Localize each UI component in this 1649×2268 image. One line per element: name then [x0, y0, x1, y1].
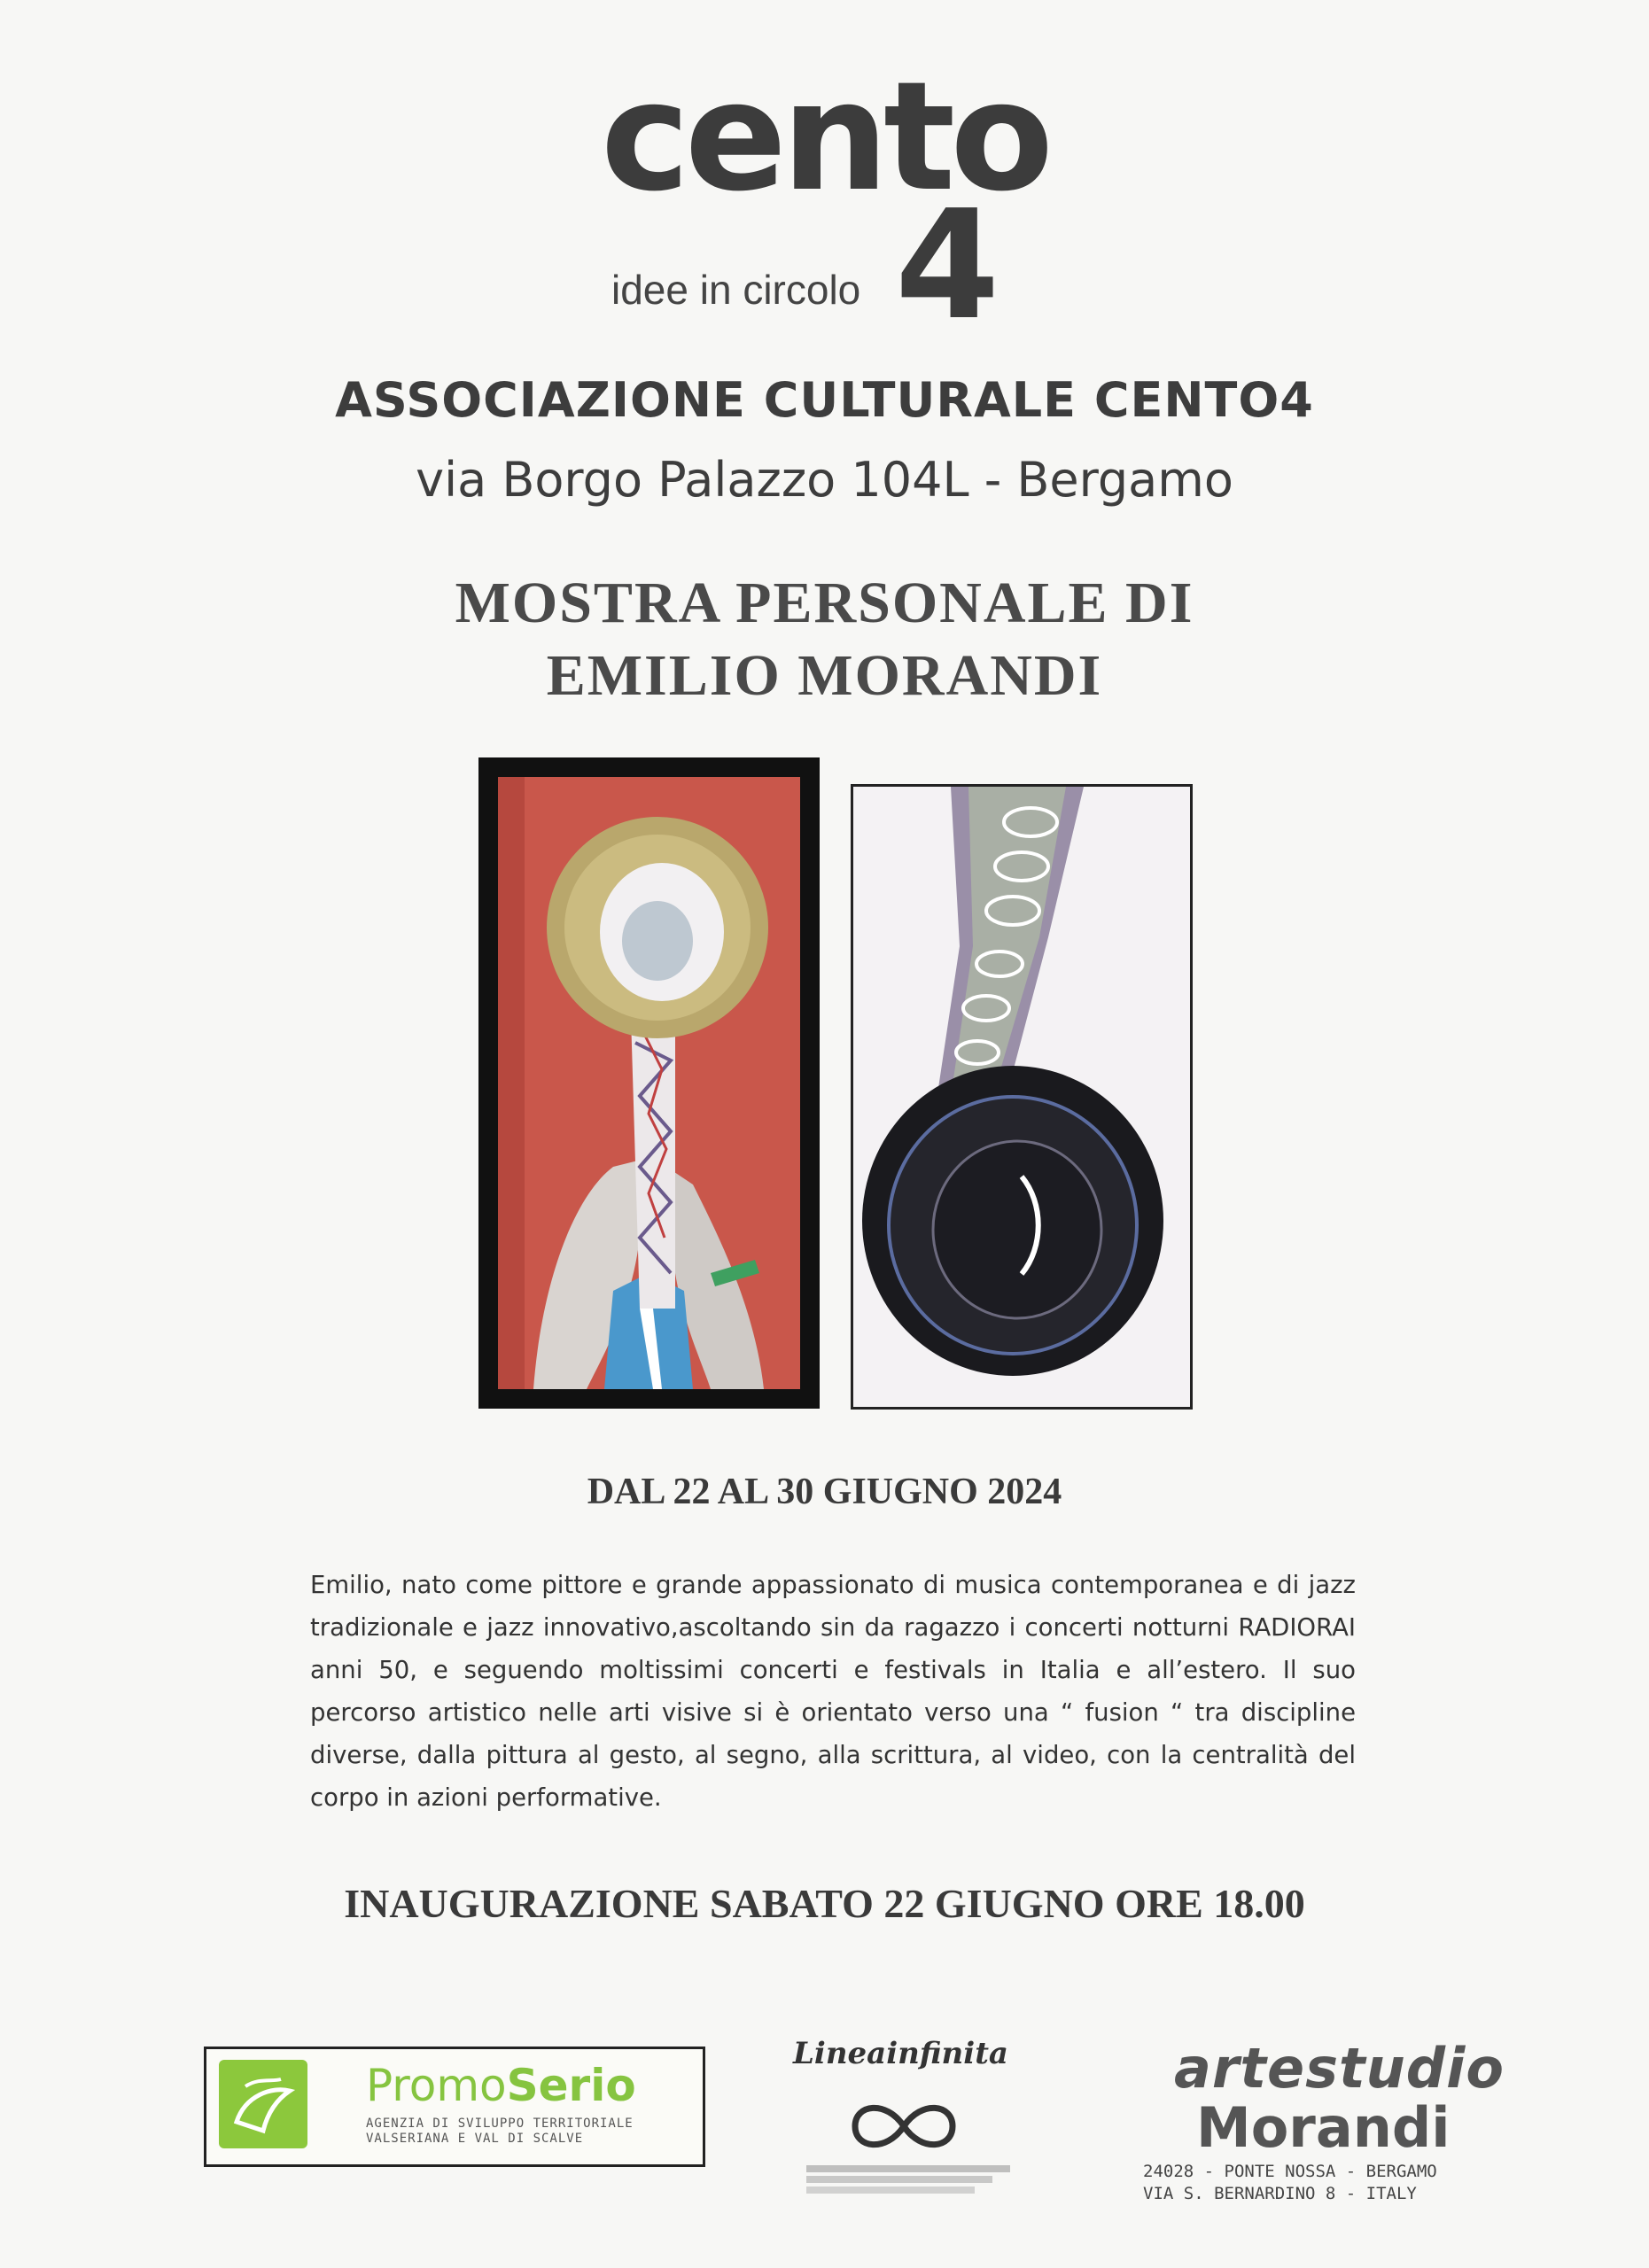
association-name: ASSOCIAZIONE CULTURALE CENTO4: [335, 372, 1314, 428]
exhibition-title-line2: EMILIO MORANDI: [546, 643, 1103, 708]
trumpet-illustration: [498, 777, 800, 1389]
lineainfinita-name: Lineainfinita: [793, 2036, 1008, 2071]
artestudio-morandi: Morandi: [1196, 2095, 1451, 2160]
logo-tagline: idee in circolo: [611, 267, 861, 313]
painting-saxophone: [851, 784, 1193, 1410]
logo-word: cento: [600, 50, 1049, 225]
artestudio-address-line1: 24028 - PONTE NOSSA - BERGAMO: [1143, 2162, 1437, 2181]
logo-four: 4: [895, 178, 1000, 353]
infinity-icon: [846, 2091, 961, 2162]
saxophone-illustration: [853, 787, 1185, 1402]
exhibition-title: [0, 567, 1649, 712]
artestudio-address-line2: VIA S. BERNARDINO 8 - ITALY: [1143, 2184, 1417, 2203]
promoserio-logo: [204, 2047, 705, 2167]
opening-info: INAUGURAZIONE SABATO 22 GIUGNO ORE 18.00: [344, 1881, 1305, 1926]
painting-trumpet: [478, 757, 820, 1409]
promoserio-name: PromoSerio: [366, 2060, 636, 2111]
association-address: via Borgo Palazzo 104L - Bergamo: [416, 452, 1233, 508]
exhibition-dates: DAL 22 AL 30 GIUGNO 2024: [587, 1472, 1062, 1512]
lineainfinita-stamp-icon: [806, 2162, 1010, 2197]
exhibition-title-line1: MOSTRA PERSONALE DI: [455, 571, 1194, 635]
artist-bio: Emilio, nato come pittore e grande appassionato di musica contemporanea e di jazz tradizionale e jazz innovativo,ascoltando sin da ragazzo i concerti notturni RADIORAI anni 50, e seguendo moltissimi concerti e festivals in Italia e all’estero. Il suo percorso artistico nelle arti visive si è orientato verso una “ fusion “ tra discipline diverse, dalla pittura al gesto, al segno, alla scrittura, al video, con la centralità del corpo in azioni performative.: [310, 1571, 1356, 1812]
promoserio-subtitle: AGENZIA DI SVILUPPO TERRITORIALE VALSERIANA E VAL DI SCALVE: [366, 2117, 634, 2146]
artestudio-name: artestudio: [1174, 2036, 1505, 2101]
promoserio-mark-icon: [219, 2060, 307, 2148]
